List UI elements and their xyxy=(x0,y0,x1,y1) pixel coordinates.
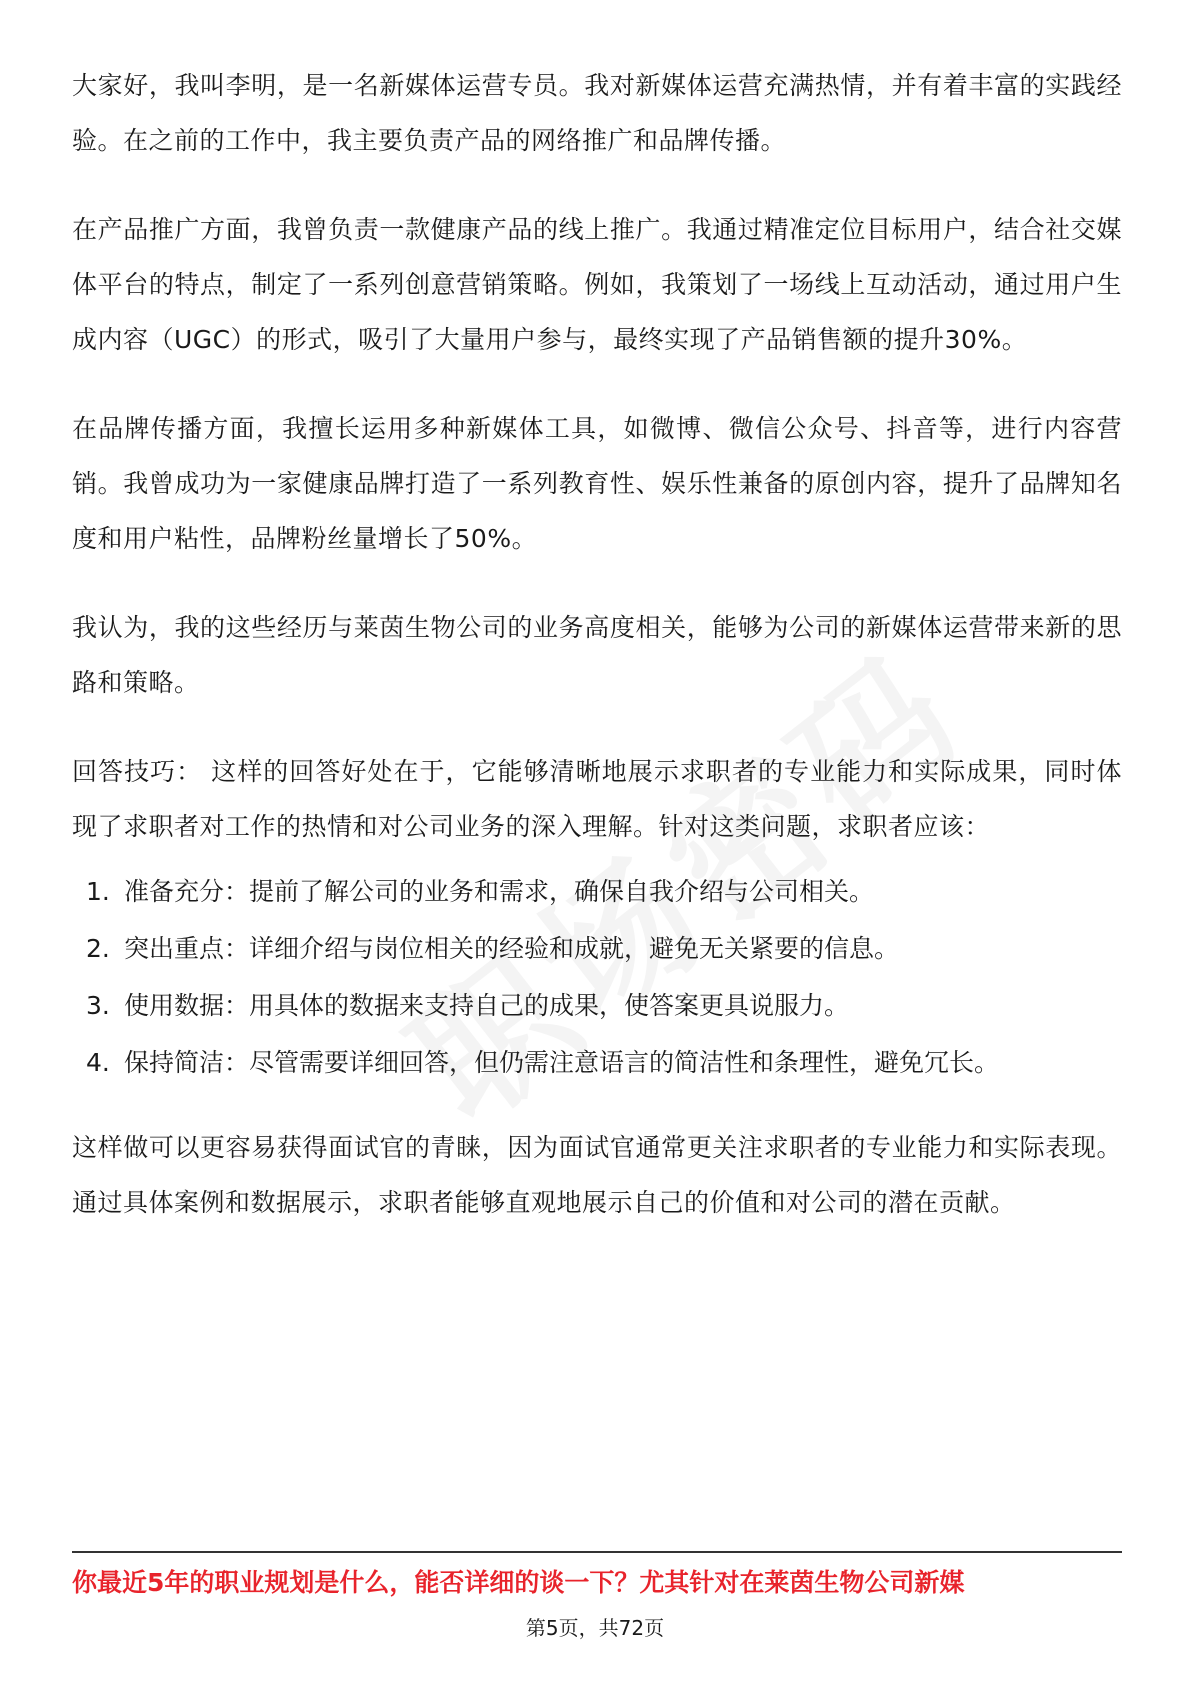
list-item-text: 保持简洁：尽管需要详细回答，但仍需注意语言的简洁性和条理性，避免冗长。 xyxy=(124,1048,1000,1077)
list-item-number: 4. xyxy=(86,1048,110,1077)
section-divider xyxy=(72,1551,1122,1553)
tips-list xyxy=(72,864,1122,1090)
paragraph-brand-communication: 在品牌传播方面，我擅长运用多种新媒体工具，如微博、微信公众号、抖音等，进行内容营销。我曾成功为一家健康品牌打造了一系列教育性、娱乐性兼备的原创内容，提升了品牌知名度和用户粘性，品牌粉丝量增长了50%。 xyxy=(72,414,1122,553)
paragraph-intro: 大家好，我叫李明，是一名新媒体运营专员。我对新媒体运营充满热情，并有着丰富的实践经验。在之前的工作中，我主要负责产品的网络推广和品牌传播。 xyxy=(72,71,1122,155)
list-item xyxy=(72,864,1122,919)
page-number: 第5页，共72页 xyxy=(525,1616,665,1640)
paragraph-product-promotion: 在产品推广方面，我曾负责一款健康产品的线上推广。我通过精准定位目标用户，结合社交媒体平台的特点，制定了一系列创意营销策略。例如，我策划了一场线上互动活动，通过用户生成内容（UGC）的形式，吸引了大量用户参与，最终实现了产品销售额的提升30%。 xyxy=(72,215,1122,354)
paragraph-conclusion: 这样做可以更容易获得面试官的青睐，因为面试官通常更关注求职者的专业能力和实际表现。通过具体案例和数据展示，求职者能够直观地展示自己的价值和对公司的潜在贡献。 xyxy=(72,1133,1122,1217)
next-question-heading: 你最近5年的职业规划是什么，能否详细的谈一下？尤其针对在莱茵生物公司新媒 xyxy=(72,1568,965,1597)
list-item-text: 准备充分：提前了解公司的业务和需求，确保自我介绍与公司相关。 xyxy=(124,877,875,906)
paragraph-relevance: 我认为，我的这些经历与莱茵生物公司的业务高度相关，能够为公司的新媒体运营带来新的思路和策略。 xyxy=(72,613,1122,697)
list-item xyxy=(72,921,1122,976)
list-item-number: 3. xyxy=(86,991,110,1020)
list-item xyxy=(72,1035,1122,1090)
page-content xyxy=(72,58,1122,1264)
list-item-number: 1. xyxy=(86,877,110,906)
tips-intro: 回答技巧： 这样的回答好处在于，它能够清晰地展示求职者的专业能力和实际成果，同时体现了求职者对工作的热情和对公司业务的深入理解。针对这类问题，求职者应该： xyxy=(72,757,1122,841)
list-item-text: 使用数据：用具体的数据来支持自己的成果，使答案更具说服力。 xyxy=(124,991,850,1020)
list-item-number: 2. xyxy=(86,934,110,963)
list-item xyxy=(72,978,1122,1033)
list-item-text: 突出重点：详细介绍与岗位相关的经验和成就，避免无关紧要的信息。 xyxy=(124,934,900,963)
